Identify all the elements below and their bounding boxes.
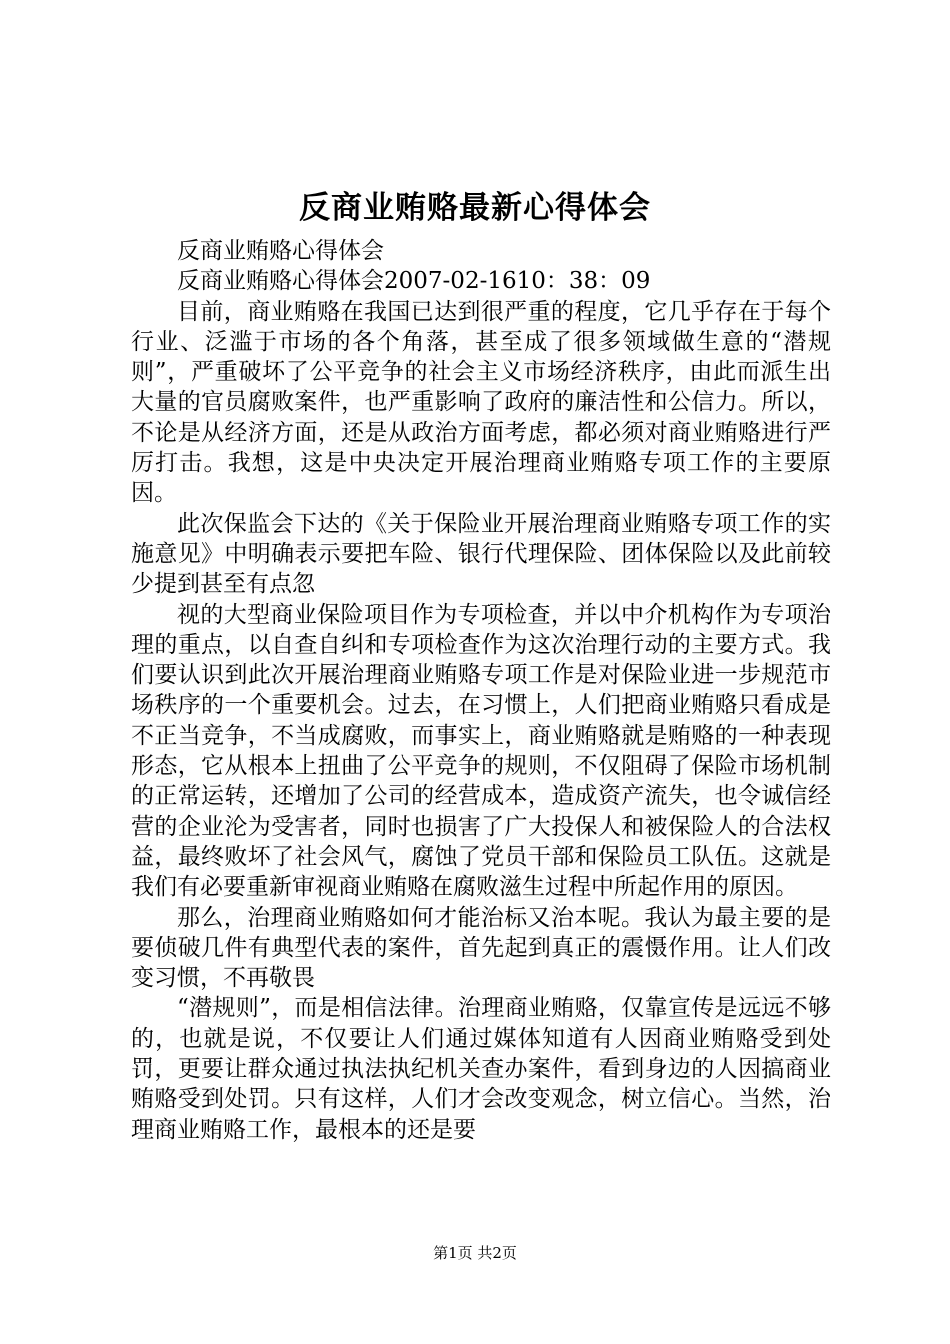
- paragraph: 反商业贿赂心得体会2007-02-1610：38：09: [177, 268, 651, 295]
- paragraph: 视的大型商业保险项目作为专项检查，并以中介机构作为专项治理的重点，以自查自纠和专项检查作为这次治理行动的主要方式。我们要认识到此次开展治理商业贿赂专项工作是对保险业进一步规范市场秩序的一个重要机会。过去，在习惯上，人们把商业贿赂只看成是不正当竞争，不当成腐败，而事实上，商业贿赂就是贿赂的一种表现形态，它从根本上扭曲了公平竞争的规则，不仅阻碍了保险市场机制的正常运转，还增加了公司的经营成本，造成资产流失，也令诚信经营的企业沦为受害者，同时也损害了广大投保人和被保险人的合法权益，最终败坏了社会风气，腐蚀了党员干部和保险员工队伍。这就是我们有必要重新审视商业贿赂在腐败滋生过程中所起作用的原因。: [131, 601, 831, 901]
- paragraph: 此次保监会下达的《关于保险业开展治理商业贿赂专项工作的实施意见》中明确表示要把车险、银行代理保险、团体保险以及此前较少提到甚至有点忽: [131, 510, 831, 598]
- paragraph: 那么，治理商业贿赂如何才能治标又治本呢。我认为最主要的是要侦破几件有典型代表的案件，首先起到真正的震慑作用。让人们改变习惯，不再敬畏: [131, 904, 831, 992]
- paragraph: 目前，商业贿赂在我国已达到很严重的程度，它几乎存在于每个行业、泛滥于市场的各个角落，甚至成了很多领域做生意的“潜规则”，严重破坏了公平竞争的社会主义市场经济秩序，由此而派生出大量的官员腐败案件，也严重影响了政府的廉洁性和公信力。所以，不论是从经济方面，还是从政治方面考虑，都必须对商业贿赂进行严厉打击。我想，这是中央决定开展治理商业贿赂专项工作的主要原因。: [131, 298, 831, 507]
- document-title: 反商业贿赂最新心得体会: [299, 190, 651, 226]
- paragraph: “潜规则”，而是相信法律。治理商业贿赂，仅靠宣传是远远不够的，也就是说，不仅要让人们通过媒体知道有人因商业贿赂受到处罚，更要让群众通过执法执纪机关查办案件，看到身边的人因搞商业贿赂受到处罚。只有这样，人们才会改变观念，树立信心。当然，治理商业贿赂工作，最根本的还是要: [131, 995, 831, 1143]
- paragraph: 反商业贿赂心得体会: [177, 238, 384, 264]
- document-body: [131, 236, 831, 1145]
- page-footer: 第1页 共2页: [433, 1244, 517, 1262]
